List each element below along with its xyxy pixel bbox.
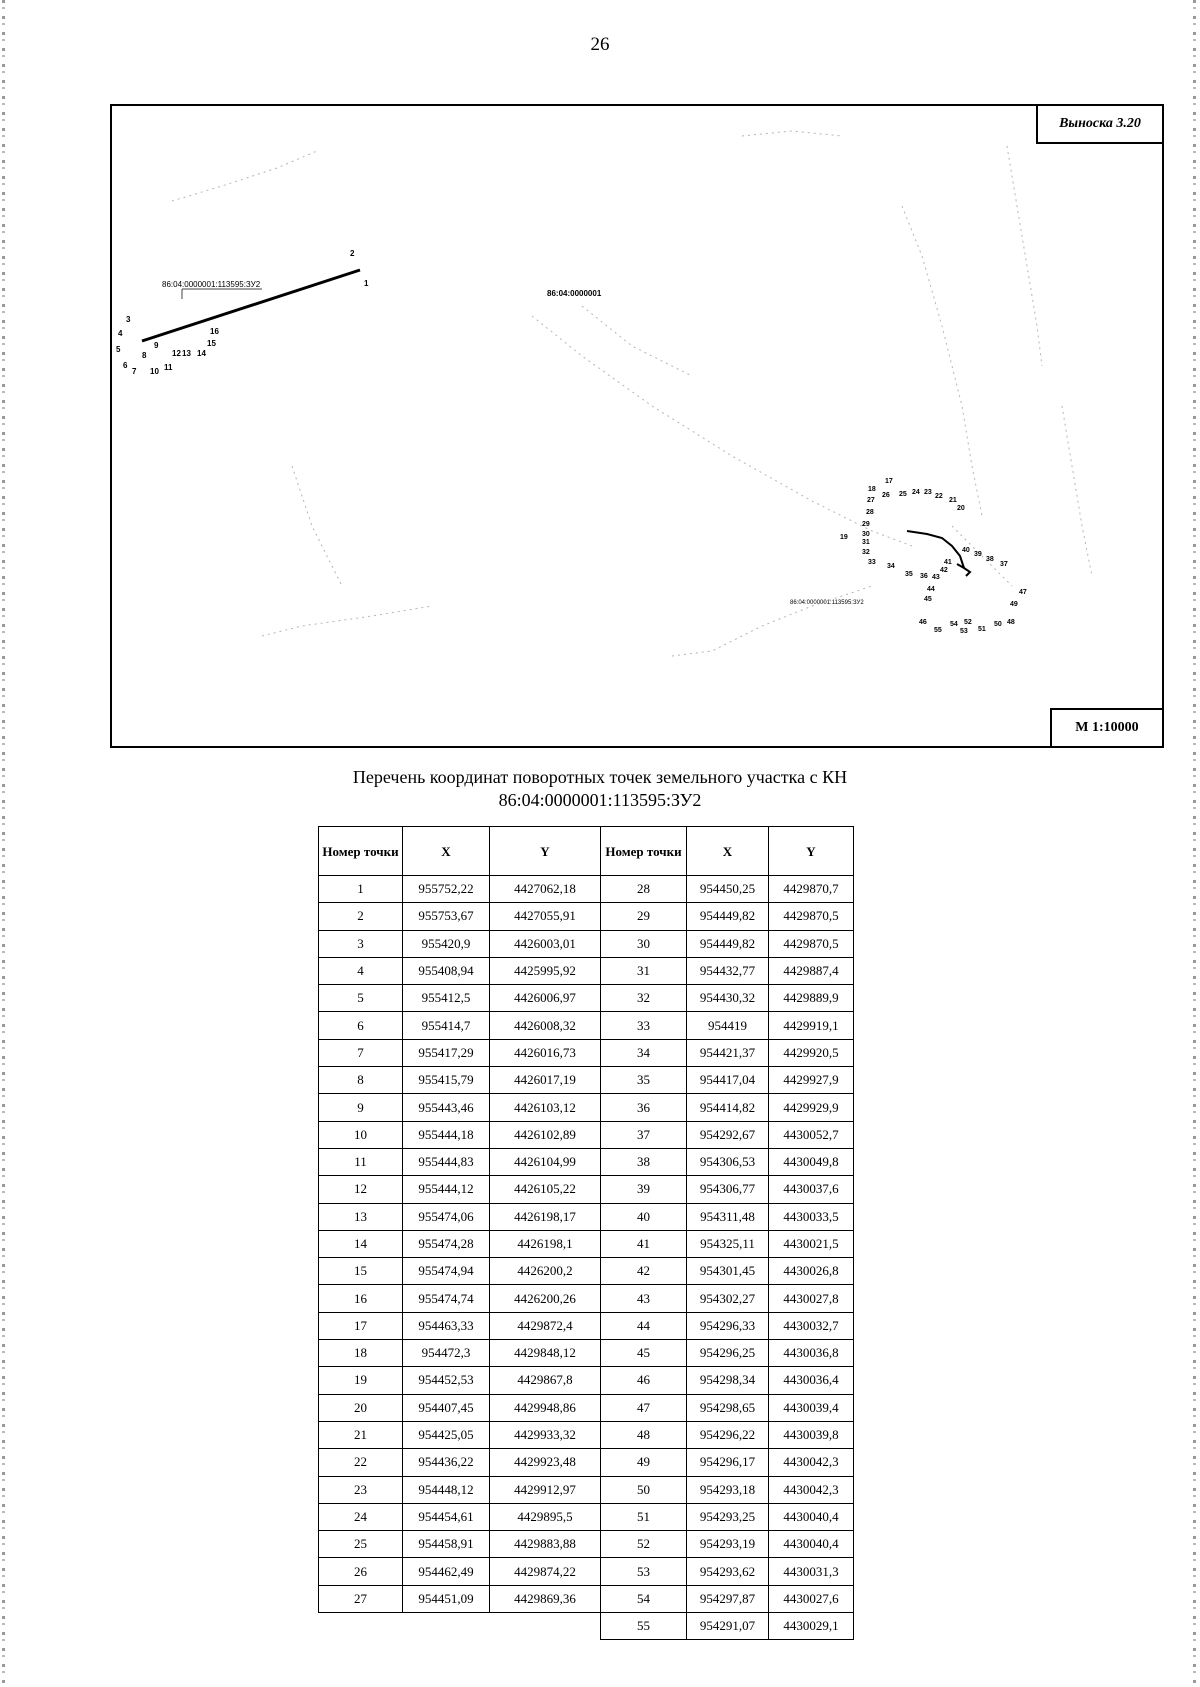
cell-right-y: 4430021,5 <box>769 1230 854 1257</box>
point-label: 5 <box>116 345 121 354</box>
cell-left-n: 26 <box>319 1558 403 1585</box>
point-label: 27 <box>867 497 875 504</box>
cell-right-n: 43 <box>601 1285 687 1312</box>
cell-left-x: 954407,45 <box>403 1394 490 1421</box>
map-faint-line <box>292 466 342 586</box>
cell-right-x: 954311,48 <box>687 1203 769 1230</box>
table-row <box>319 1531 854 1558</box>
cell-left-y: 4426003,01 <box>490 930 601 957</box>
cell-right-y: 4430039,4 <box>769 1394 854 1421</box>
cell-right-y: 4429870,5 <box>769 930 854 957</box>
table-row <box>319 1613 854 1640</box>
cell-left-n: 19 <box>319 1367 403 1394</box>
scan-edge-left <box>2 0 5 1687</box>
point-label: 42 <box>940 567 948 574</box>
cell-left-y: 4429874,22 <box>490 1558 601 1585</box>
cell-right-n: 52 <box>601 1531 687 1558</box>
table-row <box>319 903 854 930</box>
cell-left-y: 4427055,91 <box>490 903 601 930</box>
point-label: 43 <box>932 574 940 581</box>
cell-right-x: 954296,33 <box>687 1312 769 1339</box>
cell-left-n: 7 <box>319 1039 403 1066</box>
cell-right-n: 46 <box>601 1367 687 1394</box>
cell-right-x: 954296,25 <box>687 1340 769 1367</box>
table-row <box>319 1148 854 1175</box>
cell-left-y: 4426200,2 <box>490 1258 601 1285</box>
cell-left-y: 4429848,12 <box>490 1340 601 1367</box>
table-row <box>319 1367 854 1394</box>
cell-right-y: 4430040,4 <box>769 1503 854 1530</box>
cell-right-y: 4430036,4 <box>769 1367 854 1394</box>
cell-left-x: 954452,53 <box>403 1367 490 1394</box>
point-label: 37 <box>1000 561 1008 568</box>
cell-right-n: 37 <box>601 1121 687 1148</box>
cell-right-n: 45 <box>601 1340 687 1367</box>
header-x-right: X <box>687 827 769 876</box>
table-row <box>319 1312 854 1339</box>
cell-right-n: 41 <box>601 1230 687 1257</box>
parcel-west-label: 86:04:0000001:113595:ЗУ2 <box>162 280 261 289</box>
cell-right-n: 40 <box>601 1203 687 1230</box>
parcel-east <box>790 478 1027 635</box>
cell-left-x: 955414,7 <box>403 1012 490 1039</box>
cell-right-n: 54 <box>601 1585 687 1612</box>
table-row <box>319 1012 854 1039</box>
page-number: 26 <box>590 34 610 55</box>
cell-left-y: 4426104,99 <box>490 1148 601 1175</box>
cell-right-y: 4430049,8 <box>769 1148 854 1175</box>
table-row <box>319 957 854 984</box>
cell-left-x: 955417,29 <box>403 1039 490 1066</box>
cell-right-x: 954301,45 <box>687 1258 769 1285</box>
cell-right-y: 4430042,3 <box>769 1449 854 1476</box>
header-y-left: Y <box>490 827 601 876</box>
point-label: 19 <box>840 534 848 541</box>
cell-left-y: 4426198,1 <box>490 1230 601 1257</box>
cell-right-n: 36 <box>601 1094 687 1121</box>
cell-right-n: 55 <box>601 1613 687 1640</box>
header-num-left: Номер точки <box>319 827 403 876</box>
point-label: 11 <box>164 363 173 372</box>
cell-right-n: 50 <box>601 1476 687 1503</box>
cell-left-x: 954448,12 <box>403 1476 490 1503</box>
cell-left-x: 954425,05 <box>403 1421 490 1448</box>
table-row <box>319 1394 854 1421</box>
point-label: 38 <box>986 556 994 563</box>
cell-right-n: 34 <box>601 1039 687 1066</box>
table-header-row <box>319 827 854 876</box>
cell-left-y: 4426200,26 <box>490 1285 601 1312</box>
cell-right-y: 4429870,5 <box>769 903 854 930</box>
cell-right-n: 29 <box>601 903 687 930</box>
cell-left-x: 954436,22 <box>403 1449 490 1476</box>
point-label: 50 <box>994 621 1002 628</box>
point-label: 53 <box>960 628 968 635</box>
cell-right-n: 42 <box>601 1258 687 1285</box>
table-row <box>319 1121 854 1148</box>
map-faint-line <box>1062 406 1092 576</box>
cell-right-y: 4430052,7 <box>769 1121 854 1148</box>
point-label: 32 <box>862 549 870 556</box>
cell-right-x: 954293,19 <box>687 1531 769 1558</box>
cell-right-y: 4430040,4 <box>769 1531 854 1558</box>
point-label: 13 <box>182 349 191 358</box>
point-label: 55 <box>934 627 942 634</box>
cell-right-n: 28 <box>601 876 687 903</box>
cell-right-y: 4429889,9 <box>769 985 854 1012</box>
cell-left-y: 4426102,89 <box>490 1121 601 1148</box>
cell-right-x: 954306,77 <box>687 1176 769 1203</box>
cell-left-n: 16 <box>319 1285 403 1312</box>
point-label: 10 <box>150 367 159 376</box>
cell-right-y: 4430032,7 <box>769 1312 854 1339</box>
cell-right-x: 954450,25 <box>687 876 769 903</box>
cell-right-y: 4430036,8 <box>769 1340 854 1367</box>
point-label: 25 <box>899 491 907 498</box>
cell-right-y: 4430026,8 <box>769 1258 854 1285</box>
point-label: 30 <box>862 531 870 538</box>
cell-left-n: 13 <box>319 1203 403 1230</box>
table-title-line2: 86:04:0000001:113595:ЗУ2 <box>498 790 702 810</box>
cell-left-y: 4427062,18 <box>490 876 601 903</box>
map-faint-line <box>262 606 432 636</box>
cell-left-n: 10 <box>319 1121 403 1148</box>
point-label: 31 <box>862 539 870 546</box>
cell-right-y: 4430027,6 <box>769 1585 854 1612</box>
point-label: 24 <box>912 489 920 496</box>
table-title-line1: Перечень координат поворотных точек земельного участка с КН <box>352 767 848 787</box>
point-label: 48 <box>1007 619 1015 626</box>
cell-right-x: 954291,07 <box>687 1613 769 1640</box>
point-label: 36 <box>920 573 928 580</box>
cell-right-x: 954296,17 <box>687 1449 769 1476</box>
cell-empty <box>490 1613 601 1640</box>
callout-label: Выноска 3.20 <box>1036 104 1164 144</box>
cell-left-y: 4429933,32 <box>490 1421 601 1448</box>
point-label: 12 <box>172 349 181 358</box>
point-label: 26 <box>882 492 890 499</box>
cell-right-x: 954306,53 <box>687 1148 769 1175</box>
cell-right-n: 38 <box>601 1148 687 1175</box>
point-label: 9 <box>154 341 159 350</box>
cell-left-x: 954451,09 <box>403 1585 490 1612</box>
cell-left-n: 20 <box>319 1394 403 1421</box>
cell-left-n: 17 <box>319 1312 403 1339</box>
cell-right-y: 4430033,5 <box>769 1203 854 1230</box>
table-row <box>319 1340 854 1367</box>
point-label: 46 <box>919 619 927 626</box>
cell-right-y: 4430039,8 <box>769 1421 854 1448</box>
cell-left-x: 955444,12 <box>403 1176 490 1203</box>
parcel-east-label: 86:04:0000001:113595:ЗУ2 <box>790 600 864 606</box>
cell-left-x: 955408,94 <box>403 957 490 984</box>
cell-right-y: 4429920,5 <box>769 1039 854 1066</box>
cell-left-n: 2 <box>319 903 403 930</box>
cell-left-x: 954462,49 <box>403 1558 490 1585</box>
cell-left-y: 4426016,73 <box>490 1039 601 1066</box>
table-row <box>319 1176 854 1203</box>
table-row <box>319 1094 854 1121</box>
point-label: 52 <box>964 619 972 626</box>
point-label: 8 <box>142 351 147 360</box>
block-label: 86:04:0000001 <box>547 289 602 298</box>
cell-right-n: 35 <box>601 1067 687 1094</box>
map-faint-line <box>902 206 982 516</box>
cell-right-n: 31 <box>601 957 687 984</box>
table-row <box>319 1558 854 1585</box>
cell-left-y: 4426198,17 <box>490 1203 601 1230</box>
cell-left-n: 3 <box>319 930 403 957</box>
cell-right-x: 954432,77 <box>687 957 769 984</box>
cell-right-x: 954297,87 <box>687 1585 769 1612</box>
table-row <box>319 1503 854 1530</box>
cell-right-x: 954293,25 <box>687 1503 769 1530</box>
point-label: 28 <box>866 509 874 516</box>
cell-left-x: 955474,28 <box>403 1230 490 1257</box>
table-row <box>319 1203 854 1230</box>
cell-left-y: 4425995,92 <box>490 957 601 984</box>
cell-empty <box>403 1613 490 1640</box>
map-faint-line <box>582 306 692 376</box>
cell-right-x: 954421,37 <box>687 1039 769 1066</box>
cell-left-y: 4429867,8 <box>490 1367 601 1394</box>
table-title <box>0 766 1200 812</box>
cell-right-y: 4430042,3 <box>769 1476 854 1503</box>
cell-right-n: 47 <box>601 1394 687 1421</box>
point-label: 20 <box>957 505 965 512</box>
cell-left-n: 23 <box>319 1476 403 1503</box>
scale-label: М 1:10000 <box>1050 708 1164 748</box>
point-label: 15 <box>207 339 216 348</box>
cell-left-x: 955443,46 <box>403 1094 490 1121</box>
table-row <box>319 1421 854 1448</box>
cell-left-y: 4429872,4 <box>490 1312 601 1339</box>
cell-left-n: 24 <box>319 1503 403 1530</box>
cell-right-y: 4430027,8 <box>769 1285 854 1312</box>
point-label: 47 <box>1019 589 1027 596</box>
point-label: 39 <box>974 551 982 558</box>
point-label: 29 <box>862 521 870 528</box>
cell-left-y: 4429883,88 <box>490 1531 601 1558</box>
parcel-east-boundary <box>907 531 964 568</box>
cell-left-x: 954472,3 <box>403 1340 490 1367</box>
cell-right-n: 30 <box>601 930 687 957</box>
table-row <box>319 1285 854 1312</box>
table-row <box>319 1585 854 1612</box>
cell-right-n: 33 <box>601 1012 687 1039</box>
cell-left-y: 4429869,36 <box>490 1585 601 1612</box>
cell-left-y: 4429895,5 <box>490 1503 601 1530</box>
map-faint-line <box>532 316 912 546</box>
point-label: 3 <box>126 315 131 324</box>
point-label: 45 <box>924 596 932 603</box>
cell-right-x: 954414,82 <box>687 1094 769 1121</box>
point-label: 35 <box>905 571 913 578</box>
map-faint-line <box>672 586 872 656</box>
table-row <box>319 876 854 903</box>
cell-right-x: 954302,27 <box>687 1285 769 1312</box>
point-label: 40 <box>962 547 970 554</box>
cell-left-x: 955474,06 <box>403 1203 490 1230</box>
cell-left-n: 27 <box>319 1585 403 1612</box>
cell-left-x: 955444,18 <box>403 1121 490 1148</box>
table-row <box>319 930 854 957</box>
map-faint-line <box>1007 146 1042 366</box>
cell-left-n: 8 <box>319 1067 403 1094</box>
point-label: 4 <box>118 329 123 338</box>
point-label: 34 <box>887 563 895 570</box>
point-label: 2 <box>350 249 355 258</box>
cell-right-x: 954449,82 <box>687 930 769 957</box>
cell-right-x: 954293,18 <box>687 1476 769 1503</box>
cell-left-n: 22 <box>319 1449 403 1476</box>
cell-left-x: 954463,33 <box>403 1312 490 1339</box>
cell-left-x: 955474,74 <box>403 1285 490 1312</box>
cell-left-y: 4426008,32 <box>490 1012 601 1039</box>
table-row <box>319 1476 854 1503</box>
point-label: 51 <box>978 626 986 633</box>
cell-right-x: 954292,67 <box>687 1121 769 1148</box>
parcel-west <box>116 249 369 376</box>
cell-left-x: 954454,61 <box>403 1503 490 1530</box>
cell-right-y: 4429887,4 <box>769 957 854 984</box>
cell-right-y: 4430029,1 <box>769 1613 854 1640</box>
cell-left-x: 955474,94 <box>403 1258 490 1285</box>
cell-right-x: 954449,82 <box>687 903 769 930</box>
table-row <box>319 1067 854 1094</box>
point-label: 17 <box>885 478 893 485</box>
point-label: 41 <box>944 559 952 566</box>
cell-left-x: 955752,22 <box>403 876 490 903</box>
point-label: 44 <box>927 586 935 593</box>
cell-left-y: 4426105,22 <box>490 1176 601 1203</box>
point-label: 22 <box>935 493 943 500</box>
cell-right-x: 954293,62 <box>687 1558 769 1585</box>
table-row <box>319 1230 854 1257</box>
cell-right-y: 4430037,6 <box>769 1176 854 1203</box>
cell-right-x: 954298,65 <box>687 1394 769 1421</box>
cell-left-y: 4426103,12 <box>490 1094 601 1121</box>
cell-left-y: 4429923,48 <box>490 1449 601 1476</box>
cell-right-n: 49 <box>601 1449 687 1476</box>
map-faint-line <box>742 131 842 136</box>
cell-right-n: 32 <box>601 985 687 1012</box>
cell-left-x: 955420,9 <box>403 930 490 957</box>
point-label: 54 <box>950 621 958 628</box>
cell-left-n: 25 <box>319 1531 403 1558</box>
cell-empty <box>319 1613 403 1640</box>
cell-left-n: 11 <box>319 1148 403 1175</box>
cell-right-y: 4429870,7 <box>769 876 854 903</box>
cell-left-x: 955753,67 <box>403 903 490 930</box>
table-row <box>319 1449 854 1476</box>
cell-left-n: 21 <box>319 1421 403 1448</box>
point-label: 7 <box>132 367 137 376</box>
header-x-left: X <box>403 827 490 876</box>
cell-right-y: 4430031,3 <box>769 1558 854 1585</box>
cell-right-n: 48 <box>601 1421 687 1448</box>
table-row <box>319 1039 854 1066</box>
table-row <box>319 1258 854 1285</box>
point-label: 1 <box>364 279 369 288</box>
cell-left-n: 6 <box>319 1012 403 1039</box>
point-label: 14 <box>197 349 206 358</box>
map-faint-line <box>172 151 317 201</box>
cell-left-n: 5 <box>319 985 403 1012</box>
cell-left-x: 955412,5 <box>403 985 490 1012</box>
cell-right-x: 954325,11 <box>687 1230 769 1257</box>
cell-left-n: 1 <box>319 876 403 903</box>
cell-right-n: 51 <box>601 1503 687 1530</box>
point-label: 33 <box>868 559 876 566</box>
cell-left-n: 15 <box>319 1258 403 1285</box>
cell-left-y: 4426017,19 <box>490 1067 601 1094</box>
point-label: 21 <box>949 497 957 504</box>
cadastral-map <box>112 106 1164 748</box>
cell-left-n: 9 <box>319 1094 403 1121</box>
point-label: 6 <box>123 361 128 370</box>
cell-right-x: 954298,34 <box>687 1367 769 1394</box>
coordinates-table <box>318 826 854 1640</box>
point-label: 18 <box>868 486 876 493</box>
cell-right-x: 954417,04 <box>687 1067 769 1094</box>
point-label: 49 <box>1010 601 1018 608</box>
cell-left-x: 955444,83 <box>403 1148 490 1175</box>
table-row <box>319 985 854 1012</box>
cell-right-y: 4429919,1 <box>769 1012 854 1039</box>
scan-edge-right <box>1193 0 1196 1687</box>
header-y-right: Y <box>769 827 854 876</box>
cell-right-n: 53 <box>601 1558 687 1585</box>
table-body <box>319 876 854 1640</box>
header-num-right: Номер точки <box>601 827 687 876</box>
cell-right-x: 954419 <box>687 1012 769 1039</box>
cell-right-y: 4429927,9 <box>769 1067 854 1094</box>
cell-left-y: 4429948,86 <box>490 1394 601 1421</box>
cell-left-y: 4429912,97 <box>490 1476 601 1503</box>
cell-right-n: 44 <box>601 1312 687 1339</box>
cell-left-n: 18 <box>319 1340 403 1367</box>
cell-right-y: 4429929,9 <box>769 1094 854 1121</box>
cell-left-n: 14 <box>319 1230 403 1257</box>
point-label: 16 <box>210 327 219 336</box>
cell-left-n: 12 <box>319 1176 403 1203</box>
map-frame <box>110 104 1164 748</box>
cell-left-n: 4 <box>319 957 403 984</box>
cell-right-x: 954296,22 <box>687 1421 769 1448</box>
cell-left-x: 954458,91 <box>403 1531 490 1558</box>
cell-right-n: 39 <box>601 1176 687 1203</box>
cell-left-x: 955415,79 <box>403 1067 490 1094</box>
cell-right-x: 954430,32 <box>687 985 769 1012</box>
point-label: 23 <box>924 489 932 496</box>
cell-left-y: 4426006,97 <box>490 985 601 1012</box>
